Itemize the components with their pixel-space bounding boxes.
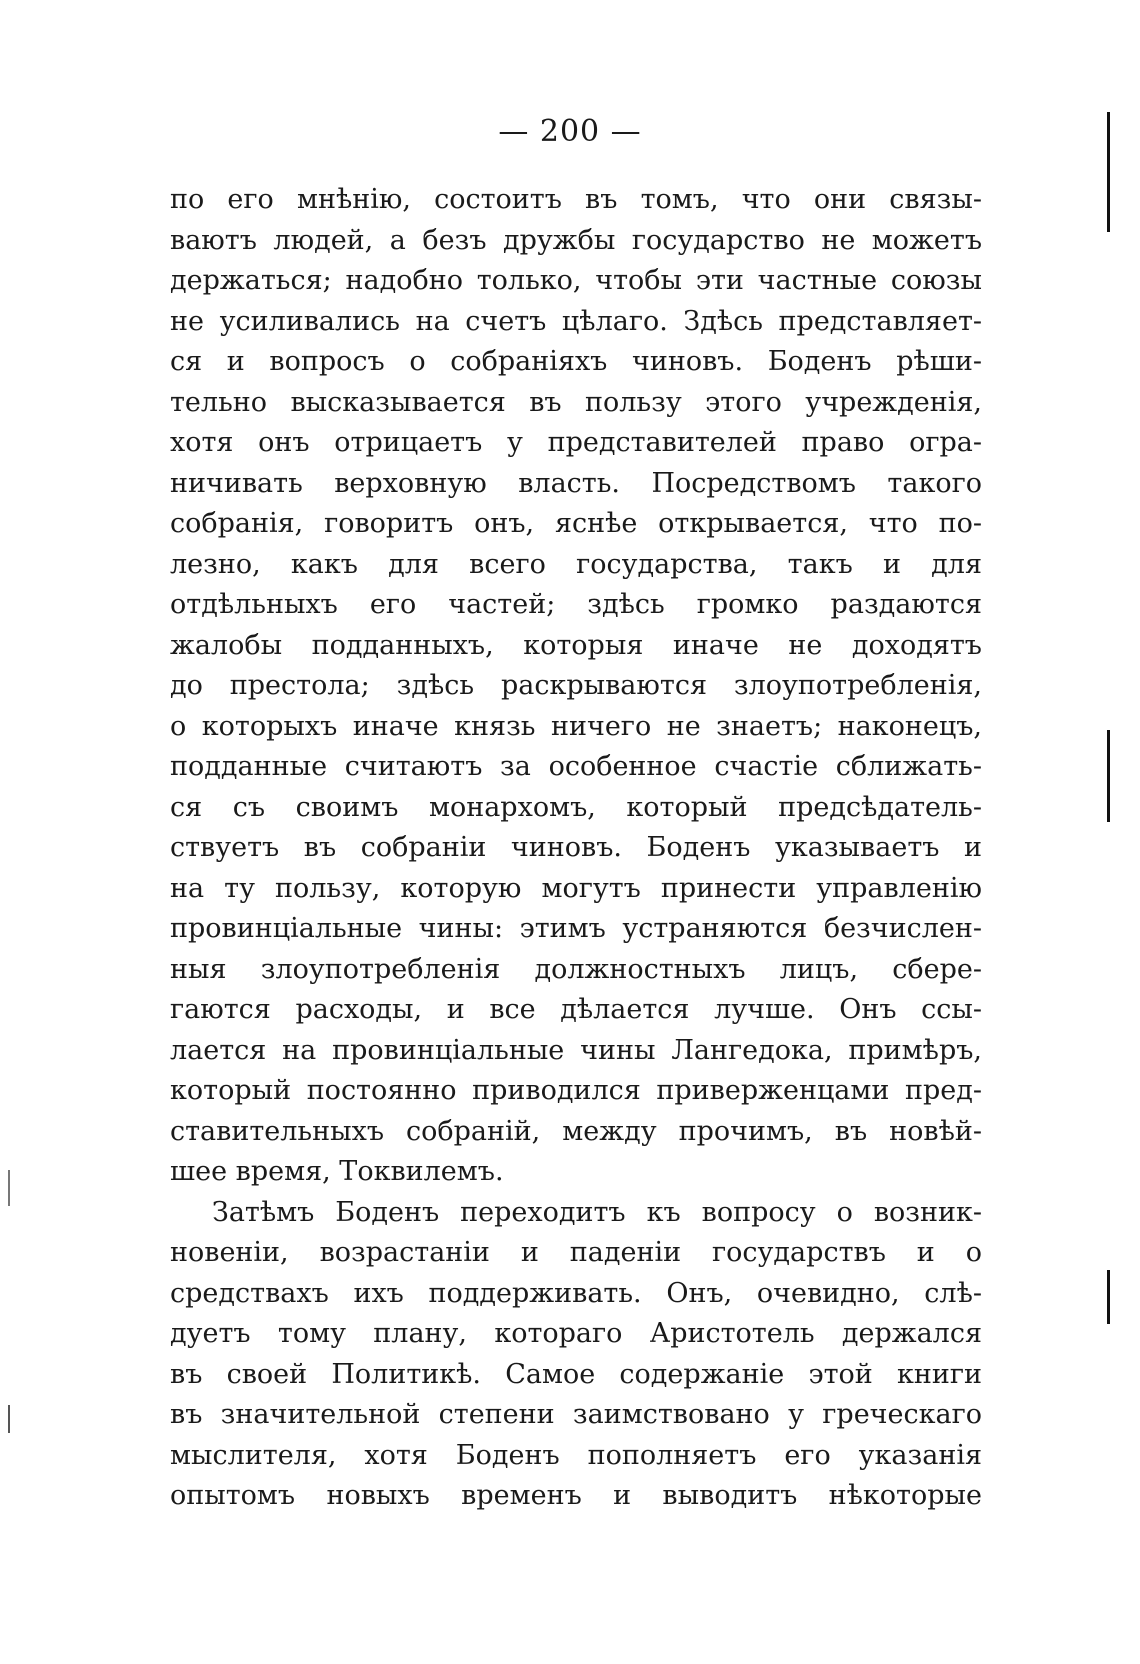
text-line: Затѣмъ Боденъ переходитъ къ вопросу о возник- xyxy=(212,1196,982,1228)
text-line: до престола; здѣсь раскрываются злоупотребленія, xyxy=(170,670,982,701)
scan-edge-mark xyxy=(1107,730,1110,822)
scan-edge-mark xyxy=(1107,112,1110,232)
text-line: ваютъ людей, а безъ дружбы государство не можетъ xyxy=(170,224,982,256)
text-line: жалобы подданныхъ, которыя иначе не доходятъ xyxy=(170,629,982,661)
text-line: подданные считаютъ за особенное счастіе сближать- xyxy=(170,751,982,782)
text-line: ствуетъ въ собраніи чиновъ. Боденъ указываетъ и xyxy=(170,832,982,863)
text-line: ставительныхъ собраній, между прочимъ, въ новѣй- xyxy=(170,1115,982,1147)
text-line: въ значительной степени заимствовано у греческаго xyxy=(170,1399,982,1430)
text-line: лается на провинціальные чины Лангедока, примѣръ, xyxy=(170,1034,982,1066)
text-line: гаются расходы, и все дѣлается лучше. Онъ ссы- xyxy=(170,994,982,1025)
text-line: тельно высказывается въ пользу этого учрежденія, xyxy=(170,386,982,418)
scan-edge-mark xyxy=(8,1170,10,1206)
text-line: ныя злоупотребленія должностныхъ лицъ, сбере- xyxy=(170,953,982,985)
text-line: въ своей Политикѣ. Самое содержаніе этой книги xyxy=(170,1358,982,1390)
text-line: новеніи, возрастаніи и паденіи государствъ и о xyxy=(170,1237,982,1268)
text-line: который постоянно приводился приверженцами пред- xyxy=(170,1075,982,1106)
scan-edge-mark xyxy=(1107,1270,1110,1324)
text-line: лезно, какъ для всего государства, такъ и для xyxy=(170,548,982,580)
text-line: провинціальные чины: этимъ устраняются безчислен- xyxy=(170,913,982,944)
text-line: средствахъ ихъ поддерживать. Онъ, очевидно, слѣ- xyxy=(170,1277,982,1309)
text-line: дуетъ тому плану, котораго Аристотель держался xyxy=(170,1318,982,1349)
text-line: мыслителя, хотя Боденъ пополняетъ его указанія xyxy=(170,1439,982,1471)
text-line: на ту пользу, которую могутъ принести управленію xyxy=(170,872,982,904)
text-line: держаться; надобно только, чтобы эти частные союзы xyxy=(170,265,982,296)
body-text xyxy=(170,180,982,1517)
scan-edge-mark xyxy=(8,1405,10,1433)
text-line: ничивать верховную власть. Посредствомъ такого xyxy=(170,467,982,499)
page-number: — 200 — xyxy=(498,114,642,149)
text-line: отдѣльныхъ его частей; здѣсь громко раздаются xyxy=(170,589,982,620)
text-line: ся и вопросъ о собраніяхъ чиновъ. Боденъ рѣши- xyxy=(170,346,982,377)
text-line: ся съ своимъ монархомъ, который предсѣдатель- xyxy=(170,791,982,823)
text-line: по его мнѣнію, состоитъ въ томъ, что они связы- xyxy=(170,184,982,215)
text-line: хотя онъ отрицаетъ у представителей право огра- xyxy=(170,427,982,458)
text-line: шее время, Токвилемъ. xyxy=(170,1156,504,1187)
text-line: о которыхъ иначе князь ничего не знаетъ; наконецъ, xyxy=(170,710,982,742)
text-line: опытомъ новыхъ временъ и выводитъ нѣкоторые xyxy=(170,1480,982,1511)
text-line: собранія, говоритъ онъ, яснѣе открывается, что по- xyxy=(170,508,982,539)
text-line: не усиливались на счетъ цѣлаго. Здѣсь представляет- xyxy=(170,305,982,337)
